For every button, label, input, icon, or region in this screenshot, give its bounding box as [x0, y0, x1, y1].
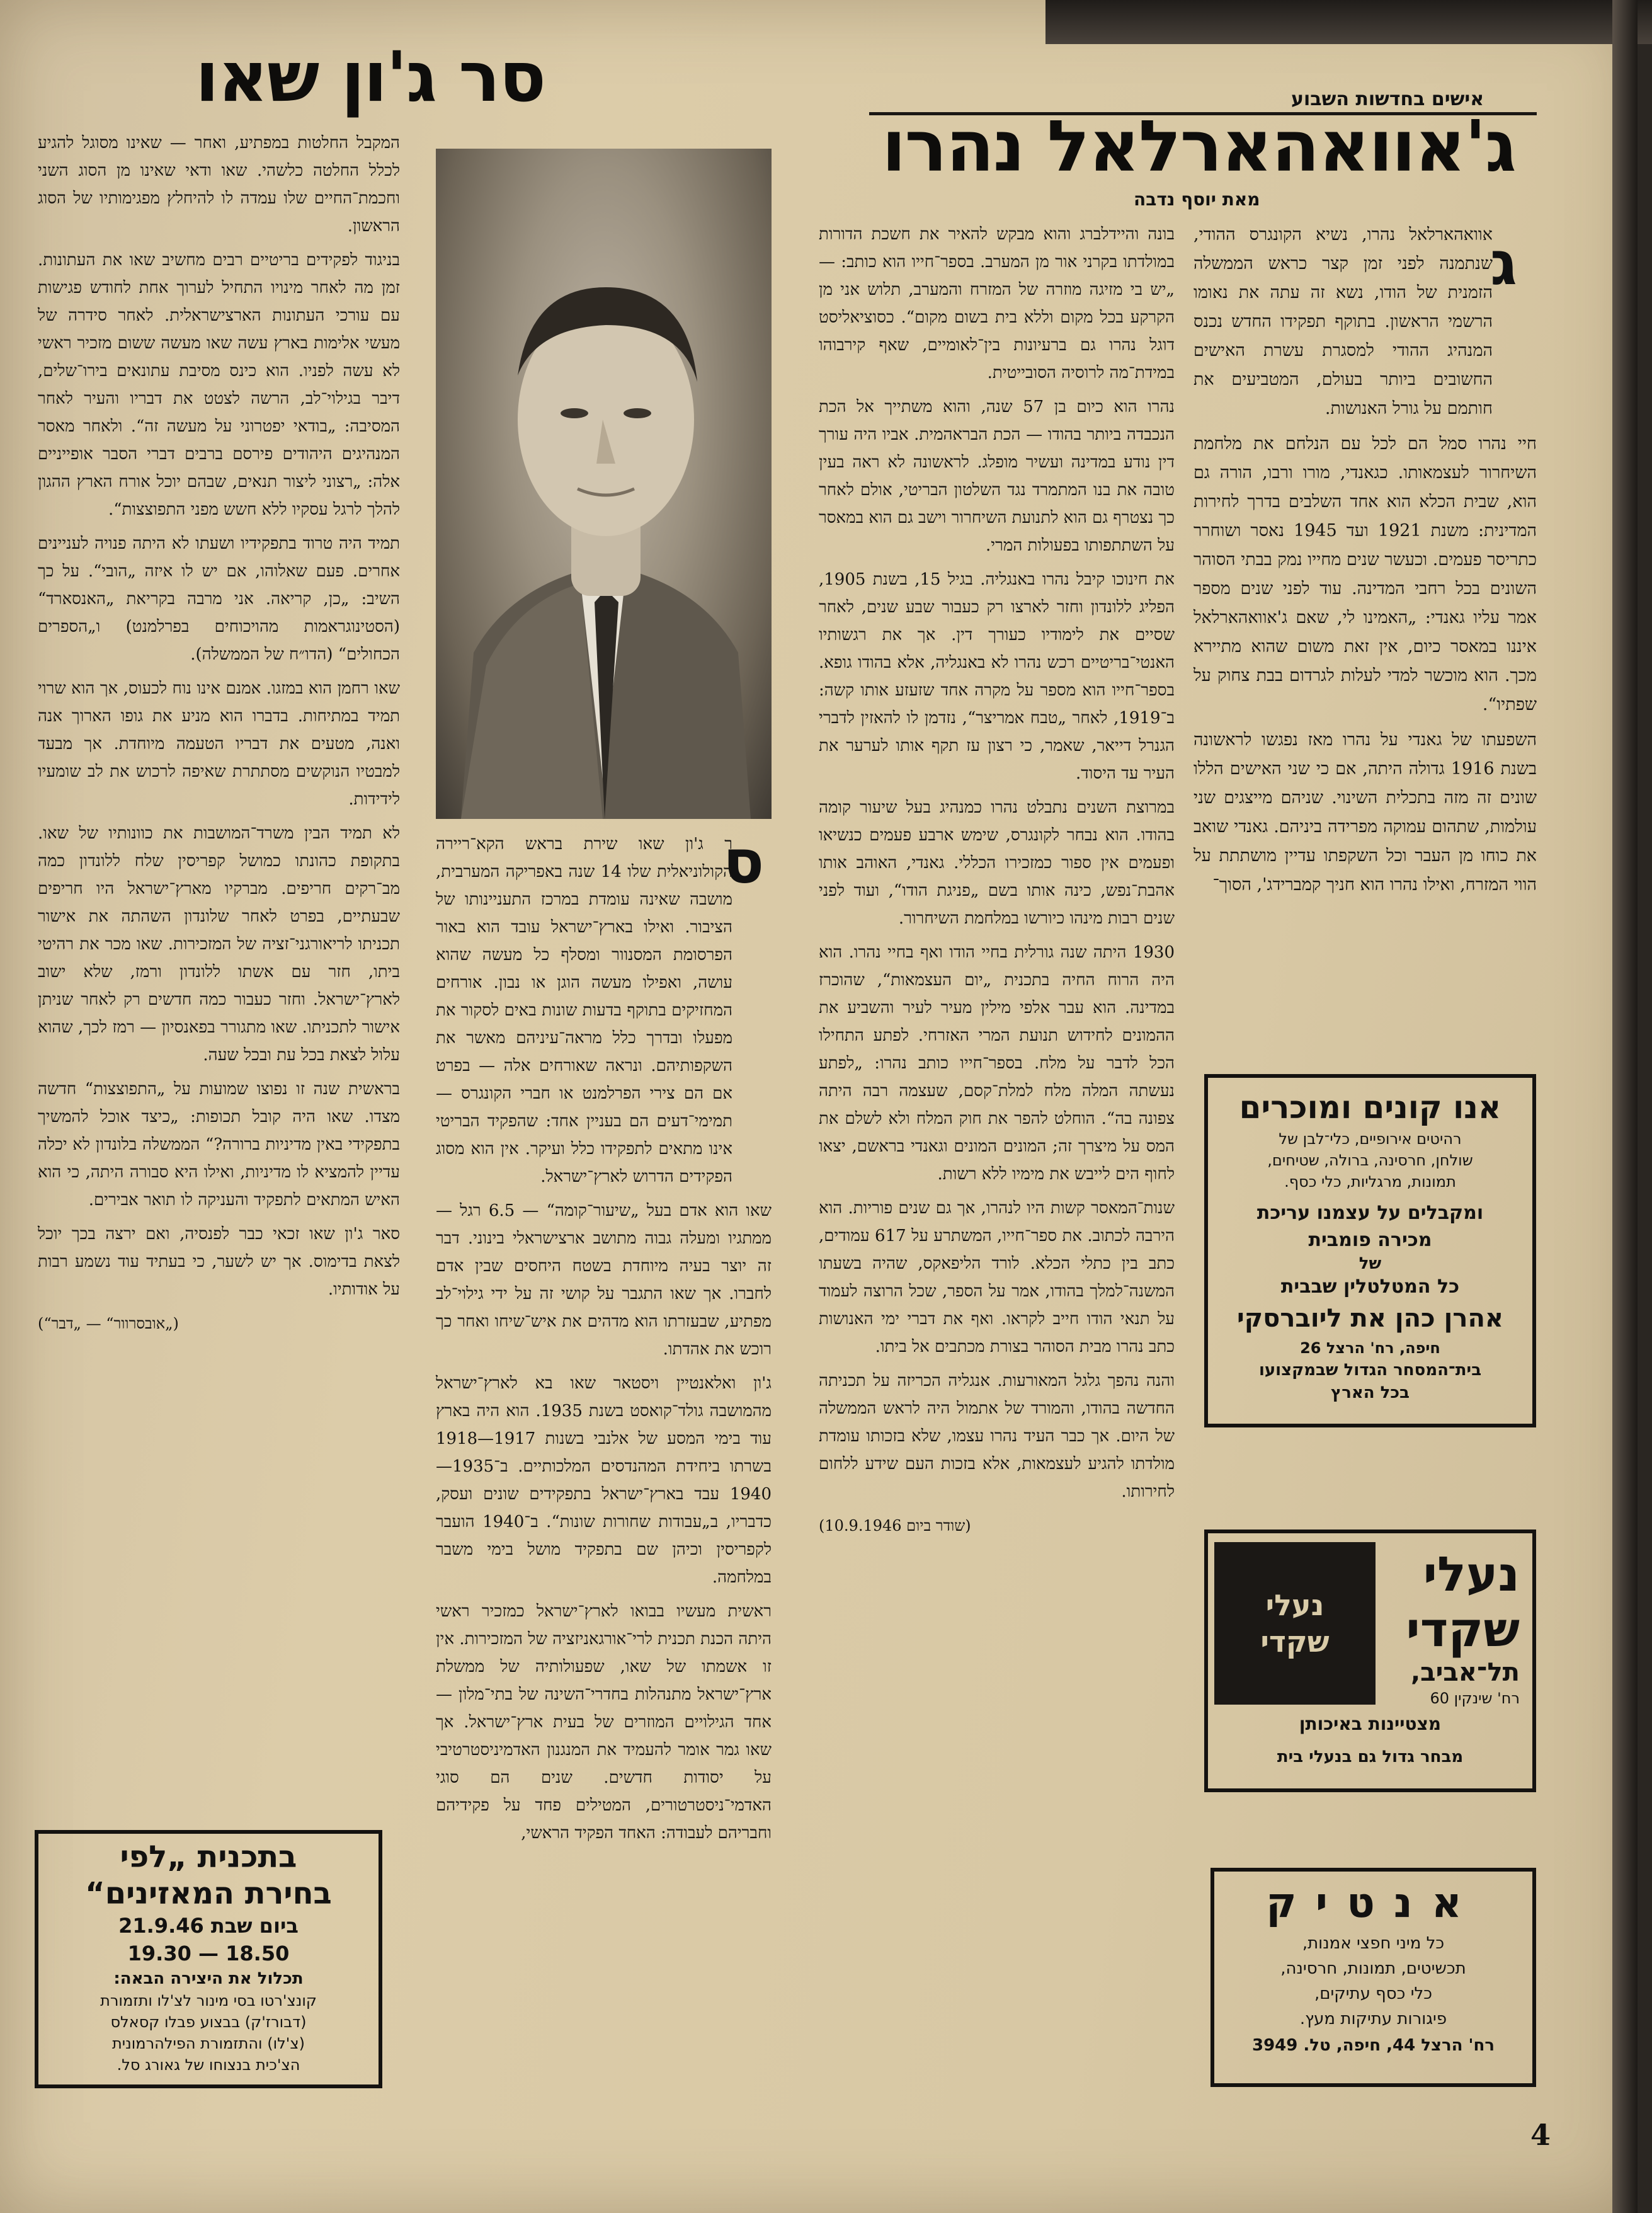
- paragraph: סאר ג'ון שאו זכאי כבר לפנסיה, ואם ירצה בכך יוכל לצאת בדימוס. אך יש לשער, כי בעתיד עוד נשמע רבות על אודותיו.: [38, 1225, 400, 1299]
- ad-buyers-address: חיפה, רח' הרצל 26: [1300, 1339, 1440, 1357]
- source-note: (שודר ביום 10.9.1946): [819, 1517, 971, 1535]
- ad-radio-line2: בחירת המאזינים“: [85, 1876, 332, 1911]
- shaw-column-center: [436, 830, 772, 1853]
- paragraph: לא תמיד הבין משרד־המושבות את כוונותיו של שאו. בתקופת כהונתו כמושל קפריסין שלח ללונדון כמה מב־רקים חריפים. מברקיו מארץ־ישראל היו חריפים שבעתיים, בפרט לאחר שלונדון השהתה את אישור תכניתו לריאורגני־זציה של המזכירות. שאו מכר את רהיטי ביתו, חזר עם אשתו ללונדון ורמז, שלא ישוב לארץ־ישראל. וחזר כעבור כמה חדשים רק לאחר שניתן אישור לתכניתו. שאו מתגורר בפאנסיון — רמז לכך, שהוא עלול לצאת בכל עת ובכל שעה.: [38, 824, 400, 1065]
- paragraph: בונה והיידלברג והוא מבקש להאיר את חשכת הדורות במולדתו בקרני אור מן המערב. בספר־חייו הוא כותב: — „יש בי מזיגה מוזרה של המזרח והמערב, תלוש אני מן הקרקע בכל מקום וללא בית בשום מקום“. כסוציאליסט דוגל נהרו גם ברעיונות בין־לאומיים, שאף קירבוהו במידת־מה לרוסיה הסובייטית.: [819, 225, 1175, 382]
- source-note: („אובסרוור“ — „דבר“): [38, 1315, 179, 1332]
- ad-radio-line6: קונצ'רטו בסי מינור לצ'לו ותזמורת: [100, 1992, 317, 2010]
- ad-buyers-tag1: בית־המסחר הגדול שבמקצועו: [1258, 1361, 1482, 1380]
- title-nehru: ג'אוואהארלאל נהרו: [882, 106, 1515, 188]
- paragraph: השפעתו של גאנדי על נהרו מאז נפגשו לראשונה בשנת 1916 גדולה היתה, אם כי שני האישים הללו שונים זה מזה בתכלית השינוי. שניהם מייצגים שני עולמות, שתהום עמוקה מפרידה ביניהם. גאנדי שואב את כוחו מן העבר וכל השקפתו עדיין מושתתת על הווי המזרח, ואילו נהרו הוא חניך קמברידג', הסוך־: [1193, 730, 1537, 895]
- paragraph: נהרו הוא כיום בן 57 שנה, והוא משתייך אל הכת הנכבדה ביותר בהודו — הכת הבראהמית. אביו היה עורך דין נודע במדינה ועשיר מופלג. לראשונה לא ראה בעין טובה את בנו המתמרד נגד השלטון הבריטי, אולם לאחר כך נצטרף גם הוא לתנועת השיחרור וישב גם הוא במאסר על השתתפותו בפעולות המרי.: [819, 397, 1175, 555]
- ad-buyers-sellers: [1204, 1074, 1536, 1427]
- byline: מאת יוסף נדבה: [1134, 189, 1260, 210]
- ad-radio-line5: תכלול את היצירה הבאה:: [113, 1969, 304, 1988]
- nehru-column-right: [1193, 220, 1537, 906]
- ad-radio-program: [35, 1830, 382, 2088]
- ad-antique: [1211, 1868, 1536, 2087]
- ad-buyers-offer2: מכירה פומבית: [1308, 1229, 1432, 1251]
- ad-radio-line1: בתכנית „לפי: [120, 1839, 297, 1875]
- paragraph: תמיד היה טרוד בתפקידיו ושעתו לא היתה פנויה לעניינים אחרים. פעם שאלוהו, אם יש לו איזה „הובי“. על כך השיב: „כן, קריאה. אני מרבה בקריאת „האנסארד“ (הסטינוגראמות מהויכוחים בפרלמנט) ו„הספרים הכחולים“ (הדו״ח של הממשלה).: [38, 534, 400, 664]
- paragraph: 1930 היתה שנה גורלית בחיי הודו ואף בחיי נהרו. הוא היה הרוח החיה בתכנית „יום העצמאות“, שהוכרז במדינה. הוא עבר אלפי מילין מעיר לעיר והשביע את ההמונים לחידוש תנועת המרי האזרחי. לפתע התחילו הכל לדבר על מלח. בספר־חייו כותב נהרו: „לפתע נעשתה המלה מלח למלת־קסם, שעצמה רבה היתה צפונה בה“. הוחלט להפר את חוק המלח ולא לשלם את המס על מיצרך זה; המונים המונים וגאנדי בראשם, יצאו לחוף הים לייבש את מימיו ללא רשות.: [819, 943, 1175, 1184]
- ad-radio-line3: ביום שבת 21.9.46: [118, 1914, 299, 1938]
- ad-antique-line4: פיגורות עתיקות מעץ.: [1299, 2010, 1447, 2028]
- title-john-shaw: סר ג'ון שאו: [195, 37, 545, 117]
- ad-buyers-tag2: בכל הארץ: [1331, 1383, 1410, 1402]
- ad-buyers-name: אהרן כהן את ליוברסקי: [1236, 1304, 1504, 1333]
- ad-shoes-selection: מבחר גדול גם בנעלי בית: [1277, 1747, 1464, 1766]
- portrait-photo-john-shaw: [436, 149, 772, 819]
- ad-antique-title: אנטיק: [1266, 1878, 1481, 1927]
- ad-shaked-shoes: [1204, 1530, 1536, 1792]
- ad-antique-line2: תכשיטים, תמונות, חרסינה,: [1280, 1959, 1466, 1978]
- drop-cap-nehru: ג: [1490, 228, 1517, 299]
- ad-radio-line7: (דבורז'ק) בבצוע פבלו קסאלס: [110, 2013, 307, 2031]
- ad-buyers-offer3: של: [1359, 1254, 1382, 1273]
- shoes-logo-block: [1214, 1542, 1376, 1705]
- ad-shoes-street: רח' שינקין 60: [1430, 1690, 1520, 1707]
- drop-cap-shaw: ס: [723, 826, 765, 897]
- ad-radio-line8: (צ'לו) והתזמורת הפילהרמונית: [112, 2035, 305, 2052]
- ad-radio-line4: 19.30 — 18.50: [127, 1941, 290, 1965]
- paragraph: אוואהארלאל נהרו, נשיא הקונגרס ההודי, שנתמנה לפני זמן קצר כראש הממשלה הזמנית של הודו, נשא זה עתה את נאומו הרשמי הראשון. בתוקף תפקידו החדש נכנס המנהיג ההודי למסגרת עשרת האישים החשובים ביותר בעולם, המטביעים את חותמם על גורל האנושות.: [1193, 225, 1493, 418]
- page-overlap-band: [1045, 0, 1652, 44]
- paragraph: בניגוד לפקידים בריטיים רבים מחשיב שאו את העתונות. זמן מה לאחר מינויו התחיל לערוך אחת לחודש פגישות עם עורכי העתונות הארצישראלית. לאחר סידרה של מעשי אלימות בארץ עשה שאו מעשה ששום מזכיר ראשי לא עשה לפניו. הוא כינס מסיבת עתונאים בירו־שלים, דיבר בגילוי־לב, הרשה לצטט את דבריו והעיר לאחר המסיבה: „בודאי יפטרוני על מעשה זה“. ולאחר מאסר המנהיגים היהודים פירסם ברבים דברי הסבר אופייניים אלה: „רצוני ליצור תנאים, שבהם יוכל אורח הארץ ההגון להלך לרגל עסקיו ללא חשש מפני התפוצצות“.: [38, 251, 400, 519]
- ad-buyers-title: אנו קונים ומוכרים: [1239, 1089, 1501, 1126]
- paragraph: חיי נהרו סמל הם לכל עם הנלחם את מלחמת השיחרור לעצמאותו. כגאנדי, מורו ורבו, הורה גם הוא, שבית הכלא הוא אחד השלבים בדרך לחירות המדינית: משנת 1921 ועד 1945 נאסר ושוחרר כתריסר פעמים. וכעשר שנים מחייו נמק בבתי הסוהר השונים בכל רחבי המדינה. עוד לפני שנים מספר אמר עליו גאנדי: „האמינו לי, שאם ג'אוואהארלאל איננו במאסר כיום, אין זאת משום שהוא מתיירא מכך. הוא מוכשר למדי לעלות לגרדום בבת צחוק על שפתיו“.: [1193, 434, 1537, 714]
- page-number: 4: [1530, 2118, 1551, 2152]
- portrait-illustration: [436, 149, 772, 819]
- ad-shoes-title1: נעלי: [1423, 1546, 1520, 1602]
- ad-buyers-offer4: כל המטלטלין שבבית: [1280, 1276, 1460, 1298]
- paragraph: במרוצת השנים נתבלט נהרו כמנהיג בעל שיעור קומה בהודו. הוא נבחר לקונגרס, שימש ארבע פעמים כנשיאו ופעמים אין ספור כמזכירו הכללי. גאנדי, האוהב אותו אהבת־נפש, כינה אותו בשם „פניגת הודו“, ועוד לפני שנים רבות מינהו כיורשו במלחמת השיחרור.: [819, 798, 1175, 928]
- paragraph: שאו הוא אדם בעל „שיעור־קומה“ — 6.5 רגל — ממתגיו ומעלה גבוה מתושב ארצישראלי בינוני. דבר זה יוצר בעיה מיוחדת בשטח היחסים שבין אדם לחברו. אך שאו התגבר על קושי זה על ידי גילוי־לב מפתיע, שבעזרתו הוא מדהים את איש־שיחו ואחר כך רוכש את אהדתו.: [436, 1201, 772, 1359]
- ad-buyers-items2: שולחן, חרסינה, ברולה, שטיחים,: [1267, 1152, 1473, 1169]
- nehru-column-middle: [819, 220, 1175, 1546]
- paragraph: שנות־המאסר קשות היו לנהרו, אך גם שנים פוריות. הוא הירבה לכתוב. את ספר־חייו, המשתרע על 617 עמודים, כתב בין כתלי הכלא. לורד הליפאקס, שהיה בשעתו המשנה־למלך בהודו, אמר על הספר, שכל הרוצה לעמוד על תנאי הודו חייב לקראו. ואף את דברי ימי האנושות כתב נהרו מבית הסוהר בצורת מכתבים אל ביתו.: [819, 1199, 1175, 1356]
- ad-buyers-items3: תמונות, מרגליות, כלי כסף.: [1284, 1173, 1456, 1191]
- section-kicker: אישים בחדשות השבוע: [1291, 88, 1484, 110]
- shoes-logo-text: נעלי שקדי: [1260, 1588, 1330, 1659]
- paragraph: ראשית מעשיו בבואו לארץ־ישראל כמזכיר ראשי היתה הכנת תכנית לרי־אורגאניזציה של המזכירות. אין זו אשמתו של שאו, שפעולותיה של ממשלת ארץ־ישראל מתנהלות בחדרי־השינה של בתי־מלון — אחד הגילויים המוזרים של בעית ארץ־ישראל. אך שאו גמר אומר להעמיד את המנגנון האדמיניסטרטיבי על יסודות חדשים. שנים הם סוגי האדמי־ניסטרטורים, המטילים פחד על פקידיהם וחבריהם לעבודה: האחד הפקיד הראשי,: [436, 1602, 772, 1843]
- ad-shoes-title2: שקדי: [1406, 1601, 1520, 1657]
- ad-shoes-quality: מצטיינות באיכותן: [1299, 1713, 1442, 1734]
- paragraph: ג'ון ואלאנטיין ויסטאר שאו בא לארץ־ישראל מהמושבה גולד־קואסט בשנת 1935. הוא היה בארץ עוד בימי המסע של אלנבי בשנות 1917—1918 בשרתו ביחידת המהנדסים המלכותיים. ב־1935—1940 עבד בארץ־ישראל בתפקידים שונים ועסק, כדבריו, ב„עבודות שחורות שונות“. ב־1940 הועבר לקפריסין וכיהן שם בתפקיד מושל בימי משבר במלחמה.: [436, 1374, 772, 1587]
- shaw-column-left: [38, 129, 400, 1344]
- paragraph: ר ג'ון שאו שירת בראש הקא־ריירה הקולוניאלית שלו 14 שנה באפריקה המערבית, מושבה שאינה עומדת במרכז התעניינותו של הציבור. ואילו בארץ־ישראל עובד הוא באור הפרסומת המסנוור ומסלף כל מעשה שהוא עושה, ואפילו מעשה הוגן או נבון. אורחים המחזיקים בתוקף בדעות שונות באים לסקור את מפעלו ובדרך כלל מראה־עיניהם מאשר את השקפותיהם. ונראה שאורחים אלה — בפרט אם הם צירי הפרלמנט או חברי הקונגרס — תמימי־דעים הם בעניין אחד: שהפקיד הבריטי אינו מתאים לתפקידו כלל ועיקר. אין הוא מסוג הפקידים הדרוש לארץ־ישראל.: [436, 835, 732, 1186]
- paragraph: המקבל החלטות במפתיע, ואחר — שאינו מסוגל להגיע לכלל החלטה כלשהי. שאו ודאי שאינו מן הסוג השני וחכמת־החיים שלו עמדה לו להיחלץ מפגימותיו של הסוג הראשון.: [38, 134, 400, 236]
- ad-shoes-city: תל־אביב,: [1410, 1658, 1520, 1687]
- ad-antique-line3: כלי כסף עתיקים,: [1314, 1984, 1433, 2003]
- ad-buyers-offer1: ומקבלים על עצמנו עריכת: [1256, 1202, 1484, 1224]
- ad-antique-address: רח' הרצל 44, חיפה, טל. 3949: [1251, 2036, 1495, 2055]
- paragraph: שאו רחמן הוא במזגו. אמנם אינו נוח לכעוס, אך הוא שרוי תמיד במתיחות. בדברו הוא מניע את גופו הארוך אנה ואנה, מטעים את דבריו הטעמה מיוחדת. אך מבעד למבטיו הנוקשים מסתתרת שאיפה לרכוש את לב שומעיו לידידות.: [38, 679, 400, 809]
- ad-antique-line1: כל מיני חפצי אמנות,: [1302, 1934, 1445, 1953]
- ad-buyers-items1: רהיטים אירופיים, כלי־לבן של: [1279, 1130, 1462, 1148]
- ad-radio-line9: הצ'כית בנצוחו של גאורג סל.: [117, 2056, 300, 2074]
- paragraph: והנה נהפך גלגל המאורעות. אנגליה הכריזה על תכניתה החדשה בהודו, והמורד של אתמול היה לראש הממשלה של היום. אך כבר העיד נהרו עצמו, שלא בזכותו עומדת מולדתו להגיע לעצמאות, אלא בזכות העם שידע ללחום לחירותו.: [819, 1371, 1175, 1501]
- paragraph: בראשית שנה זו נפוצו שמועות על „התפוצצות“ חדשה מצדו. שאו היה קובל תכופות: „כיצד אוכל להמשיך בתפקידי באין מדיניות ברורה?“ הממשלה בלונדון לא יכלה עדיין להמציא לו מדיניות, ואילו היא סבורה היתה, כי הוא האיש המתאים לתפקיד והעניקה לו תואר אבירים.: [38, 1080, 400, 1209]
- paragraph: את חינוכו קיבל נהרו באנגליה. בגיל 15, בשנת 1905, הפליג ללונדון וחזר לארצו רק כעבור שבע שנים, לאחר שסיים את לימודיו כעורך דין. אך את רגשותיו האנטי־בריטיים רכש נהרו לא באנגליה, אלא בהודו גופא. בספר־חייו הוא מספר על מקרה אחד שזעזע אותו קשה: ב־1919, לאחר „טבח אמריצר“, נזדמן לו להאזין לדברי הגנרל דייאר, שאמר, כי רצון עז תקף אותו לערער את העיר עד היסוד.: [819, 570, 1175, 783]
- page-edge-shadow: [1612, 0, 1638, 2213]
